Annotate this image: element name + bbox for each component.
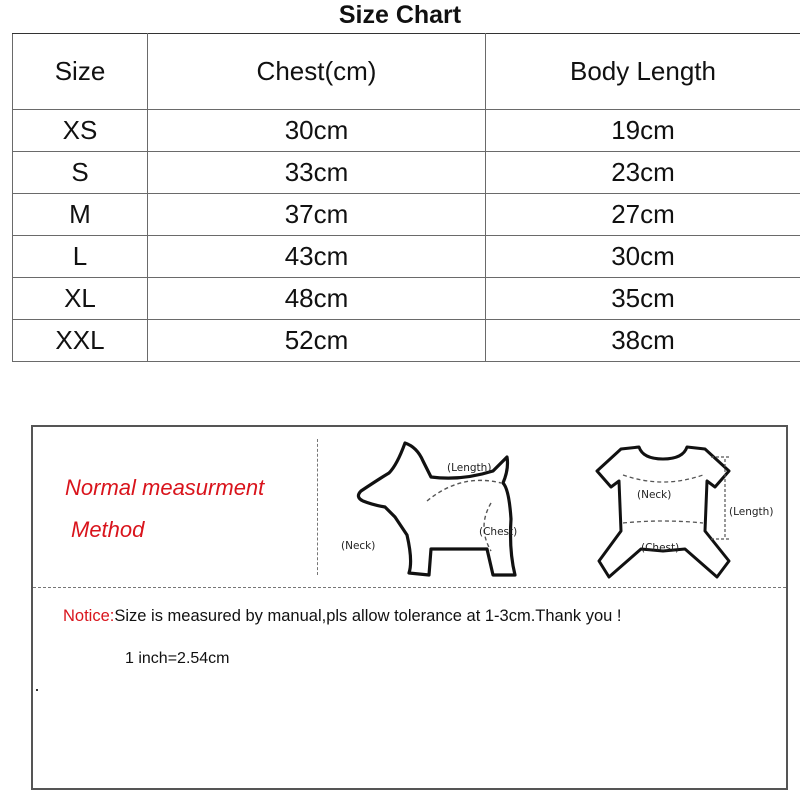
coat-diagram-icon — [593, 435, 793, 583]
cell-size: XXL — [13, 320, 148, 362]
header-body-length: Body Length — [486, 34, 800, 110]
header-size: Size — [13, 34, 148, 110]
cell-chest: 48cm — [148, 278, 486, 320]
table-row — [13, 194, 800, 236]
page-title: Size Chart — [338, 1, 462, 29]
table-header-row — [13, 34, 800, 110]
cell-chest: 43cm — [148, 236, 486, 278]
cell-chest: 30cm — [148, 110, 486, 152]
panel-divider-vertical — [317, 439, 318, 575]
cell-body-length: 38cm — [486, 320, 800, 362]
notice-label: Notice: — [63, 607, 115, 625]
cell-chest: 33cm — [148, 152, 486, 194]
notice-line — [63, 607, 622, 626]
table-row — [13, 320, 800, 362]
cell-size: S — [13, 152, 148, 194]
method-title-line2: Method — [71, 517, 145, 542]
dog-label-neck: (Neck) — [341, 540, 376, 552]
cell-size: M — [13, 194, 148, 236]
coat-label-length: (Length) — [729, 506, 774, 518]
table-row — [13, 152, 800, 194]
inch-conversion: 1 inch=2.54cm — [125, 650, 230, 667]
table-row — [13, 236, 800, 278]
cell-size: L — [13, 236, 148, 278]
table-row — [13, 278, 800, 320]
dog-label-length: (Length) — [447, 462, 492, 474]
cell-size: XL — [13, 278, 148, 320]
cell-body-length: 30cm — [486, 236, 800, 278]
method-title-line1: Normal measurment — [65, 475, 265, 500]
dog-diagram-icon — [341, 435, 551, 583]
cell-body-length: 35cm — [486, 278, 800, 320]
notice-text: Size is measured by manual,pls allow tolerance at 1-3cm.Thank you ! — [114, 607, 622, 625]
cell-body-length: 27cm — [486, 194, 800, 236]
stray-dot — [36, 689, 38, 691]
cell-size: XS — [13, 110, 148, 152]
cell-chest: 52cm — [148, 320, 486, 362]
cell-body-length: 23cm — [486, 152, 800, 194]
panel-divider-horizontal — [33, 587, 786, 588]
table-row — [13, 110, 800, 152]
size-table — [12, 33, 800, 362]
measurement-panel — [31, 425, 788, 790]
cell-body-length: 19cm — [486, 110, 800, 152]
cell-chest: 37cm — [148, 194, 486, 236]
dog-label-chest: (Chest) — [479, 526, 518, 538]
header-chest: Chest(cm) — [148, 34, 486, 110]
coat-label-chest: (Chest) — [641, 542, 680, 554]
coat-label-neck: (Neck) — [637, 489, 672, 501]
